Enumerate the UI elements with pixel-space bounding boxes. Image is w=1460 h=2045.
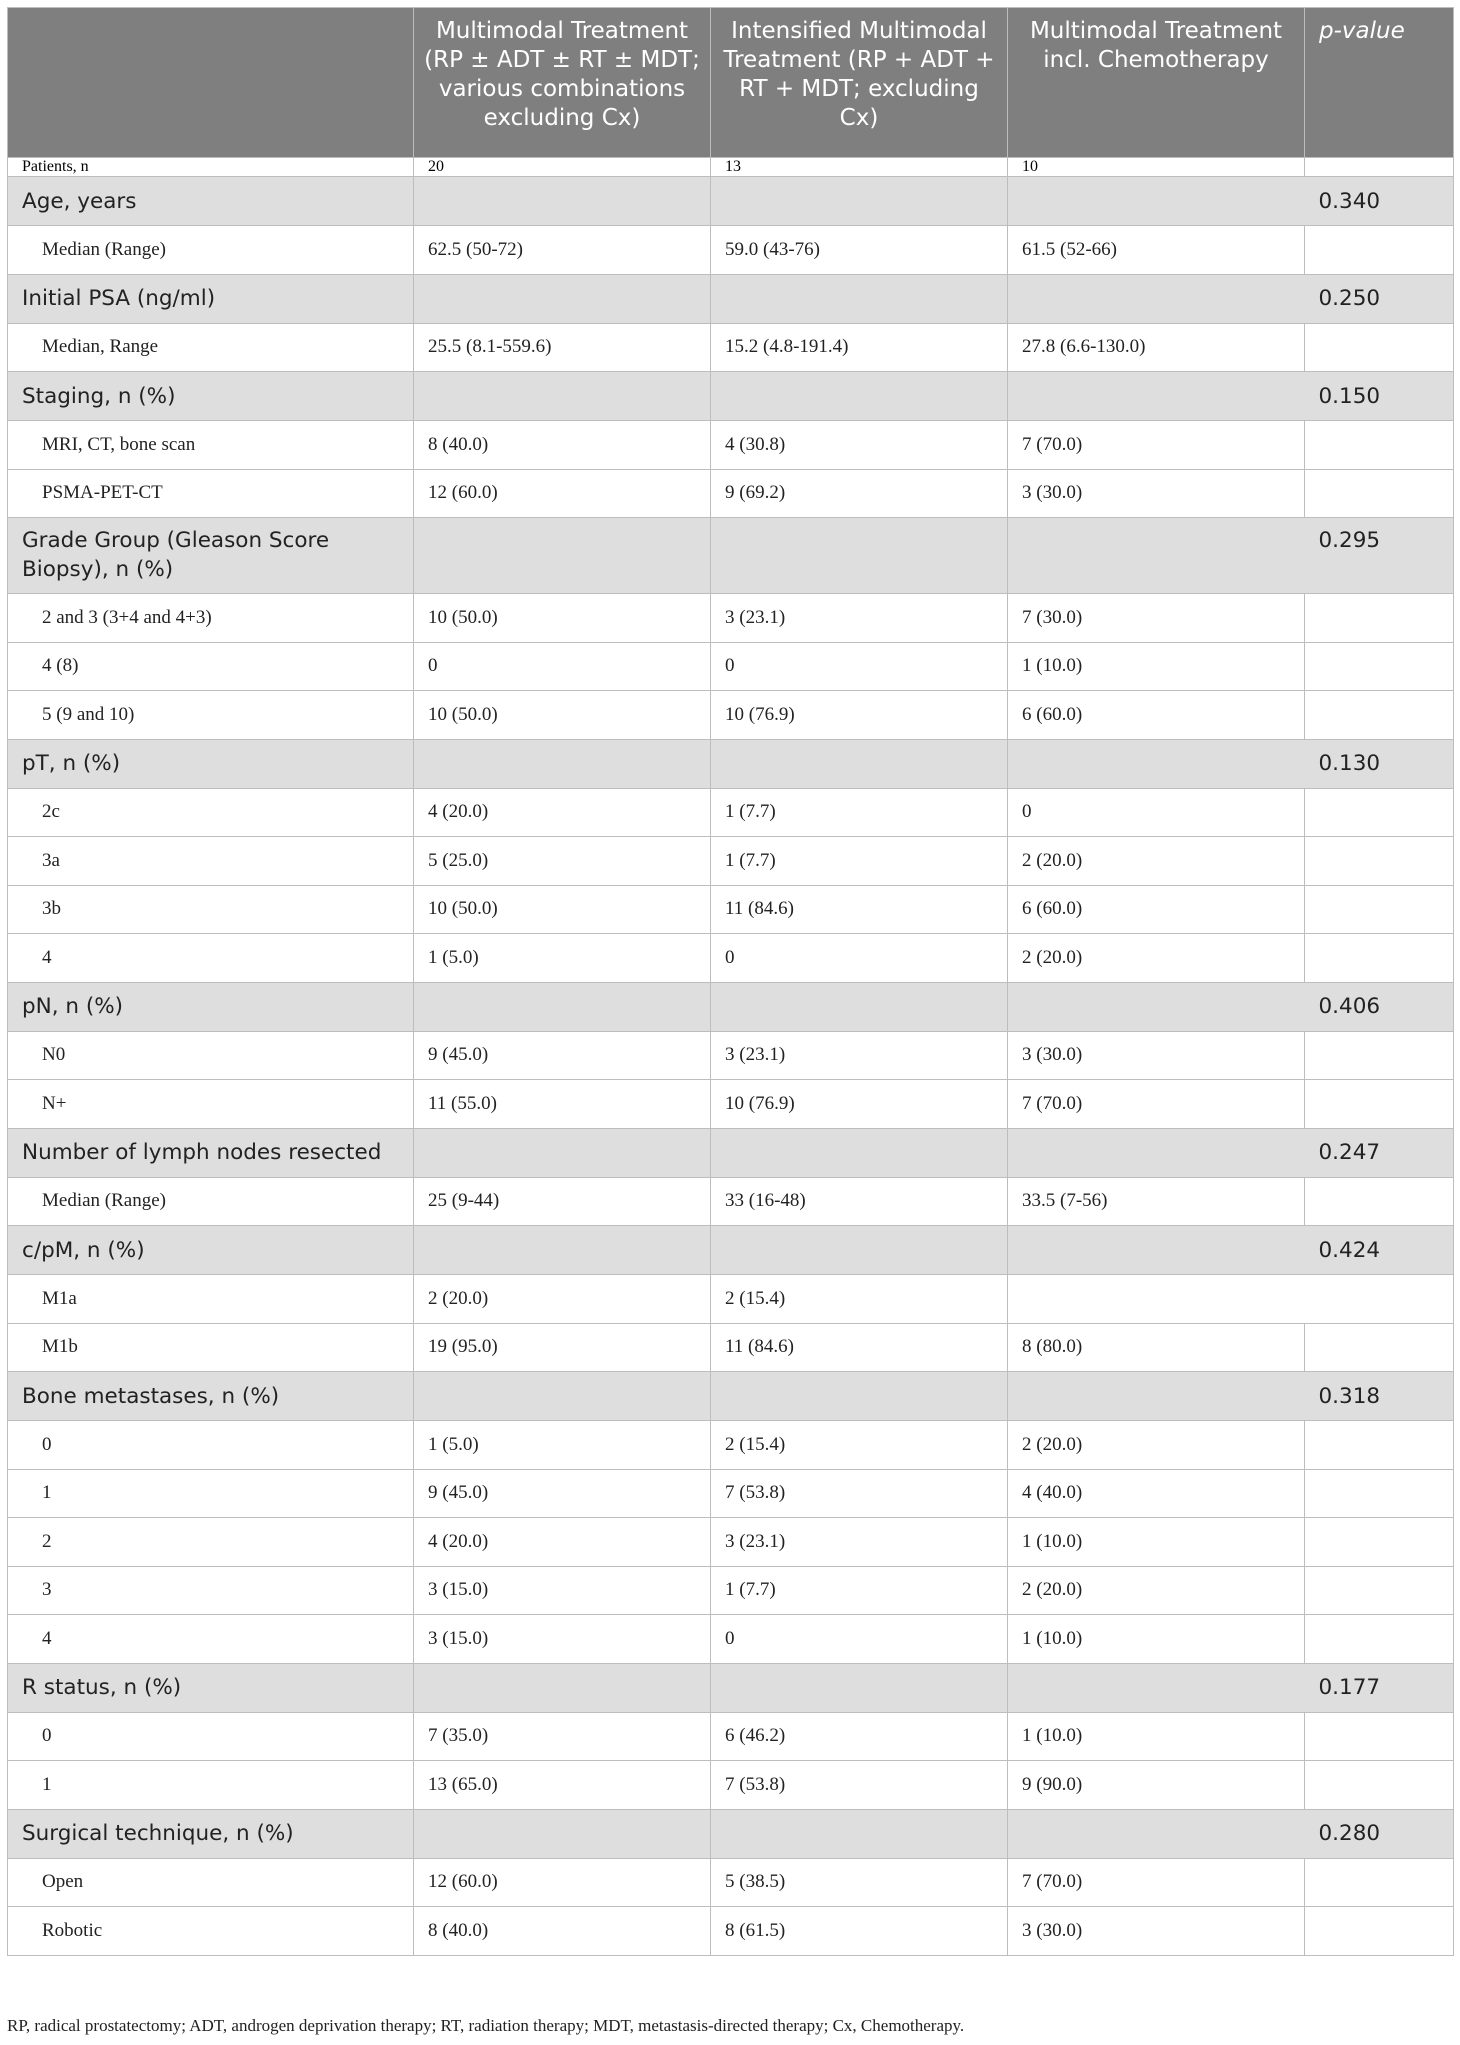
table-row xyxy=(8,1858,1454,1907)
row-label: Surgical technique, n (%) xyxy=(8,1809,414,1858)
chemotherapy-value: 10 xyxy=(1008,158,1305,177)
intensified-value xyxy=(711,372,1008,421)
p-value xyxy=(1305,1421,1454,1470)
table-row xyxy=(8,1177,1454,1226)
chemotherapy-value: 6 (60.0) xyxy=(1008,885,1305,934)
chemotherapy-value: 1 (10.0) xyxy=(1008,642,1305,691)
row-label: Number of lymph nodes resected xyxy=(8,1128,414,1177)
p-value: 0.130 xyxy=(1305,739,1454,788)
p-value xyxy=(1305,226,1454,275)
row-label: M1a xyxy=(8,1275,414,1324)
row-label: pT, n (%) xyxy=(8,739,414,788)
chemotherapy-value: 7 (30.0) xyxy=(1008,594,1305,643)
intensified-value: 1 (7.7) xyxy=(711,837,1008,886)
row-label: 4 xyxy=(8,934,414,983)
chemotherapy-value: 7 (70.0) xyxy=(1008,421,1305,470)
category-row xyxy=(8,372,1454,421)
row-label: Age, years xyxy=(8,177,414,226)
p-value xyxy=(1305,1031,1454,1080)
chemotherapy-value: 33.5 (7-56) xyxy=(1008,1177,1305,1226)
multimodal-value: 3 (15.0) xyxy=(414,1566,711,1615)
intensified-value: 6 (46.2) xyxy=(711,1712,1008,1761)
chemotherapy-value: 6 (60.0) xyxy=(1008,691,1305,740)
p-value xyxy=(1305,1518,1454,1567)
chemotherapy-value: 27.8 (6.6-130.0) xyxy=(1008,323,1305,372)
intensified-value xyxy=(711,274,1008,323)
p-value: 0.250 xyxy=(1305,274,1454,323)
baseline-characteristics-table xyxy=(7,7,1454,1956)
p-value xyxy=(1305,788,1454,837)
p-value: 0.177 xyxy=(1305,1663,1454,1712)
multimodal-value: 1 (5.0) xyxy=(414,1421,711,1470)
multimodal-value xyxy=(414,739,711,788)
multimodal-value xyxy=(414,1226,711,1275)
table-row xyxy=(8,1907,1454,1956)
p-value: 0.280 xyxy=(1305,1809,1454,1858)
row-label: Median (Range) xyxy=(8,226,414,275)
intensified-value: 7 (53.8) xyxy=(711,1469,1008,1518)
row-label: 1 xyxy=(8,1469,414,1518)
table-container xyxy=(7,7,1453,1956)
intensified-value xyxy=(711,1128,1008,1177)
table-row xyxy=(8,1080,1454,1129)
chemotherapy-value: 1 (10.0) xyxy=(1008,1712,1305,1761)
multimodal-value xyxy=(414,177,711,226)
multimodal-value: 8 (40.0) xyxy=(414,1907,711,1956)
multimodal-value: 11 (55.0) xyxy=(414,1080,711,1129)
chemotherapy-value: 1 (10.0) xyxy=(1008,1615,1305,1664)
header-cell-p-value: p-value xyxy=(1305,8,1454,158)
header-cell-multimodal: Multimodal Treatment (RP ± ADT ± RT ± MDT; various combinations excluding Cx) xyxy=(414,8,711,158)
category-row xyxy=(8,177,1454,226)
intensified-value: 11 (84.6) xyxy=(711,1323,1008,1372)
multimodal-value: 4 (20.0) xyxy=(414,788,711,837)
row-label: 3 xyxy=(8,1566,414,1615)
p-value xyxy=(1305,1907,1454,1956)
intensified-value xyxy=(711,1226,1008,1275)
category-row xyxy=(8,739,1454,788)
category-row xyxy=(8,518,1454,594)
row-label: M1b xyxy=(8,1323,414,1372)
multimodal-value: 62.5 (50-72) xyxy=(414,226,711,275)
multimodal-value: 9 (45.0) xyxy=(414,1031,711,1080)
table-row xyxy=(8,1031,1454,1080)
row-label: 2 and 3 (3+4 and 4+3) xyxy=(8,594,414,643)
table-row xyxy=(8,1469,1454,1518)
p-value xyxy=(1305,1566,1454,1615)
chemotherapy-value: 1 (10.0) xyxy=(1008,1518,1305,1567)
row-label: 3b xyxy=(8,885,414,934)
p-value: 0.406 xyxy=(1305,982,1454,1031)
p-value xyxy=(1305,1323,1454,1372)
table-row xyxy=(8,1275,1454,1324)
p-value xyxy=(1305,594,1454,643)
table-row xyxy=(8,323,1454,372)
intensified-value xyxy=(711,177,1008,226)
intensified-value xyxy=(711,1809,1008,1858)
intensified-value: 1 (7.7) xyxy=(711,788,1008,837)
intensified-value: 33 (16-48) xyxy=(711,1177,1008,1226)
intensified-value: 7 (53.8) xyxy=(711,1761,1008,1810)
p-value xyxy=(1305,323,1454,372)
chemotherapy-value: 2 (20.0) xyxy=(1008,1566,1305,1615)
table-row xyxy=(8,934,1454,983)
table-row xyxy=(8,885,1454,934)
p-value xyxy=(1305,1080,1454,1129)
row-label: 0 xyxy=(8,1712,414,1761)
chemotherapy-value: 3 (30.0) xyxy=(1008,1907,1305,1956)
intensified-value: 5 (38.5) xyxy=(711,1858,1008,1907)
header-cell-label xyxy=(8,8,414,158)
intensified-value: 2 (15.4) xyxy=(711,1275,1008,1324)
row-label: PSMA-PET-CT xyxy=(8,469,414,518)
multimodal-value: 25.5 (8.1-559.6) xyxy=(414,323,711,372)
row-label: Bone metastases, n (%) xyxy=(8,1372,414,1421)
intensified-value xyxy=(711,1663,1008,1712)
chemotherapy-value: 7 (70.0) xyxy=(1008,1858,1305,1907)
chemotherapy-value xyxy=(1008,177,1305,226)
chemotherapy-value xyxy=(1008,372,1305,421)
multimodal-value: 10 (50.0) xyxy=(414,691,711,740)
category-row xyxy=(8,1372,1454,1421)
chemotherapy-value xyxy=(1008,1226,1305,1275)
multimodal-value xyxy=(414,1663,711,1712)
table-row xyxy=(8,1712,1454,1761)
chemotherapy-value: 4 (40.0) xyxy=(1008,1469,1305,1518)
header-cell-intensified: Intensified Multimodal Treatment (RP + ADT + RT + MDT; excluding Cx) xyxy=(711,8,1008,158)
multimodal-value: 13 (65.0) xyxy=(414,1761,711,1810)
p-value xyxy=(1305,1858,1454,1907)
p-value xyxy=(1305,1615,1454,1664)
p-value: 0.247 xyxy=(1305,1128,1454,1177)
multimodal-value: 12 (60.0) xyxy=(414,469,711,518)
multimodal-value xyxy=(414,1372,711,1421)
row-label: c/pM, n (%) xyxy=(8,1226,414,1275)
chemotherapy-value: 8 (80.0) xyxy=(1008,1323,1305,1372)
row-label: 5 (9 and 10) xyxy=(8,691,414,740)
p-value: 0.295 xyxy=(1305,518,1454,594)
intensified-value: 59.0 (43-76) xyxy=(711,226,1008,275)
row-label: Median, Range xyxy=(8,323,414,372)
category-row xyxy=(8,1663,1454,1712)
intensified-value: 11 (84.6) xyxy=(711,885,1008,934)
table-row xyxy=(8,1761,1454,1810)
table-row xyxy=(8,1421,1454,1470)
chemotherapy-value xyxy=(1008,274,1305,323)
table-row xyxy=(8,642,1454,691)
table-row xyxy=(8,837,1454,886)
intensified-value: 13 xyxy=(711,158,1008,177)
table-row xyxy=(8,469,1454,518)
p-value xyxy=(1305,421,1454,470)
chemotherapy-value: 2 (20.0) xyxy=(1008,1421,1305,1470)
chemotherapy-value xyxy=(1008,1809,1305,1858)
category-row xyxy=(8,1226,1454,1275)
header-cell-chemotherapy: Multimodal Treatment incl. Chemotherapy xyxy=(1008,8,1305,158)
intensified-value: 3 (23.1) xyxy=(711,594,1008,643)
chemotherapy-value xyxy=(1008,1372,1305,1421)
multimodal-value: 20 xyxy=(414,158,711,177)
row-label: Grade Group (Gleason Score Biopsy), n (%) xyxy=(8,518,414,594)
row-label: N+ xyxy=(8,1080,414,1129)
header-row xyxy=(8,8,1454,158)
multimodal-value xyxy=(414,372,711,421)
row-label: 4 (8) xyxy=(8,642,414,691)
row-label: Median (Range) xyxy=(8,1177,414,1226)
p-value xyxy=(1305,1177,1454,1226)
chemotherapy-value xyxy=(1008,982,1305,1031)
chemotherapy-value: 9 (90.0) xyxy=(1008,1761,1305,1810)
p-value xyxy=(1305,837,1454,886)
row-label: 2c xyxy=(8,788,414,837)
row-label: Open xyxy=(8,1858,414,1907)
intensified-value: 10 (76.9) xyxy=(711,691,1008,740)
row-label: 3a xyxy=(8,837,414,886)
multimodal-value xyxy=(414,274,711,323)
p-value xyxy=(1305,1761,1454,1810)
p-value: 0.150 xyxy=(1305,372,1454,421)
intensified-value xyxy=(711,739,1008,788)
intensified-value: 15.2 (4.8-191.4) xyxy=(711,323,1008,372)
chemotherapy-value: 3 (30.0) xyxy=(1008,1031,1305,1080)
p-value: 0.318 xyxy=(1305,1372,1454,1421)
p-value xyxy=(1305,1712,1454,1761)
chemotherapy-value: 7 (70.0) xyxy=(1008,1080,1305,1129)
multimodal-value: 7 (35.0) xyxy=(414,1712,711,1761)
chemotherapy-value xyxy=(1008,1128,1305,1177)
multimodal-value xyxy=(414,982,711,1031)
row-label: Patients, n xyxy=(8,158,414,177)
table-row xyxy=(8,1615,1454,1664)
row-label: Staging, n (%) xyxy=(8,372,414,421)
chemotherapy-value xyxy=(1008,518,1305,594)
intensified-value: 0 xyxy=(711,642,1008,691)
table-footnote: RP, radical prostatectomy; ADT, androgen deprivation therapy; RT, radiation therapy; MDT, metastasis-directed therapy; Cx, Chemotherapy. xyxy=(7,2016,965,2035)
intensified-value: 0 xyxy=(711,1615,1008,1664)
category-row xyxy=(8,1809,1454,1858)
table-row xyxy=(8,421,1454,470)
multimodal-value: 25 (9-44) xyxy=(414,1177,711,1226)
table-row xyxy=(8,226,1454,275)
intensified-value: 3 (23.1) xyxy=(711,1518,1008,1567)
p-value xyxy=(1305,469,1454,518)
chemotherapy-value: 2 (20.0) xyxy=(1008,934,1305,983)
row-label: pN, n (%) xyxy=(8,982,414,1031)
chemotherapy-value: 2 (20.0) xyxy=(1008,837,1305,886)
table-row xyxy=(8,158,1454,177)
row-label: 4 xyxy=(8,1615,414,1664)
table-body xyxy=(8,158,1454,1956)
row-label: MRI, CT, bone scan xyxy=(8,421,414,470)
multimodal-value: 0 xyxy=(414,642,711,691)
table-row xyxy=(8,1323,1454,1372)
p-value xyxy=(1305,642,1454,691)
multimodal-value: 10 (50.0) xyxy=(414,885,711,934)
intensified-value: 1 (7.7) xyxy=(711,1566,1008,1615)
multimodal-value xyxy=(414,1128,711,1177)
row-label: N0 xyxy=(8,1031,414,1080)
row-label: 0 xyxy=(8,1421,414,1470)
multimodal-value: 8 (40.0) xyxy=(414,421,711,470)
intensified-value xyxy=(711,518,1008,594)
p-value xyxy=(1305,885,1454,934)
intensified-value xyxy=(711,982,1008,1031)
chemotherapy-value: 0 xyxy=(1008,788,1305,837)
row-label: Robotic xyxy=(8,1907,414,1956)
table-row xyxy=(8,788,1454,837)
table-row xyxy=(8,691,1454,740)
multimodal-value: 1 (5.0) xyxy=(414,934,711,983)
p-value xyxy=(1305,158,1454,177)
multimodal-value: 3 (15.0) xyxy=(414,1615,711,1664)
multimodal-value: 9 (45.0) xyxy=(414,1469,711,1518)
multimodal-value: 10 (50.0) xyxy=(414,594,711,643)
intensified-value: 10 (76.9) xyxy=(711,1080,1008,1129)
p-value: 0.424 xyxy=(1305,1226,1454,1275)
multimodal-value: 2 (20.0) xyxy=(414,1275,711,1324)
category-row xyxy=(8,274,1454,323)
multimodal-value: 19 (95.0) xyxy=(414,1323,711,1372)
category-row xyxy=(8,982,1454,1031)
multimodal-value: 12 (60.0) xyxy=(414,1858,711,1907)
row-label: 1 xyxy=(8,1761,414,1810)
row-label: 2 xyxy=(8,1518,414,1567)
multimodal-value: 5 (25.0) xyxy=(414,837,711,886)
row-label: Initial PSA (ng/ml) xyxy=(8,274,414,323)
intensified-value: 2 (15.4) xyxy=(711,1421,1008,1470)
category-row xyxy=(8,1128,1454,1177)
intensified-value: 0 xyxy=(711,934,1008,983)
intensified-value: 9 (69.2) xyxy=(711,469,1008,518)
chemotherapy-value: 3 (30.0) xyxy=(1008,469,1305,518)
intensified-value xyxy=(711,1372,1008,1421)
multimodal-value xyxy=(414,1809,711,1858)
chemotherapy-value xyxy=(1008,1663,1305,1712)
row-label: R status, n (%) xyxy=(8,1663,414,1712)
table-row xyxy=(8,1518,1454,1567)
p-value xyxy=(1305,691,1454,740)
chemotherapy-value xyxy=(1008,739,1305,788)
intensified-value: 3 (23.1) xyxy=(711,1031,1008,1080)
p-value xyxy=(1305,934,1454,983)
chemotherapy-value: 61.5 (52-66) xyxy=(1008,226,1305,275)
chemotherapy-value xyxy=(1008,1275,1454,1324)
p-value xyxy=(1305,1469,1454,1518)
intensified-value: 4 (30.8) xyxy=(711,421,1008,470)
p-value: 0.340 xyxy=(1305,177,1454,226)
multimodal-value: 4 (20.0) xyxy=(414,1518,711,1567)
table-row xyxy=(8,594,1454,643)
multimodal-value xyxy=(414,518,711,594)
intensified-value: 8 (61.5) xyxy=(711,1907,1008,1956)
table-row xyxy=(8,1566,1454,1615)
